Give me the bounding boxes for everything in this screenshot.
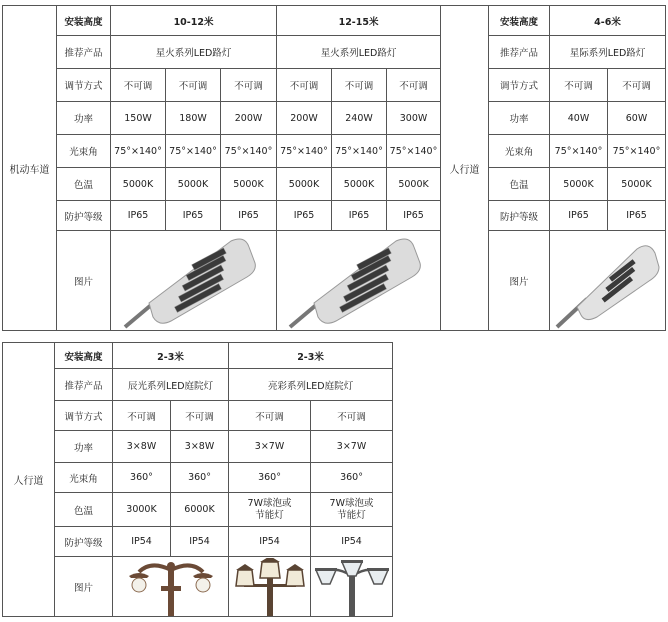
cct-line-2: 节能灯 (337, 509, 366, 521)
ip-cell: IP65 (550, 201, 608, 231)
cct-cell: 5000K (550, 168, 608, 201)
label-beam: 光束角 (55, 463, 113, 493)
product-group-1: 辰光系列LED庭院灯 (113, 369, 229, 401)
cct-cell: 5000K (608, 168, 666, 201)
height-group-1: 2-3米 (113, 343, 229, 369)
label-dimming: 调节方式 (57, 69, 111, 102)
cct-cell: 5000K (166, 168, 221, 201)
ip-cell: IP54 (311, 527, 393, 557)
category-motorway: 机动车道 (3, 6, 57, 331)
power-cell: 200W (221, 102, 277, 135)
ip-cell: IP65 (221, 201, 277, 231)
dimming-cell: 不可调 (550, 69, 608, 102)
label-product: 推荐产品 (55, 369, 113, 401)
dimming-cell: 不可调 (608, 69, 666, 102)
label-height: 安装高度 (489, 6, 550, 36)
power-cell: 200W (277, 102, 332, 135)
dimming-cell: 不可调 (332, 69, 387, 102)
cct-cell: 6000K (171, 493, 229, 527)
beam-cell: 360° (311, 463, 393, 493)
product-group-2: 星火系列LED路灯 (277, 36, 441, 69)
led-small-streetlight-icon (553, 233, 663, 329)
power-cell: 300W (387, 102, 441, 135)
ip-cell: IP54 (113, 527, 171, 557)
led-streetlight-icon (284, 233, 434, 329)
picture-group-1 (113, 557, 229, 617)
height-group-2: 12-15米 (277, 6, 441, 36)
dimming-cell: 不可调 (311, 401, 393, 431)
label-ip: 防护等级 (57, 201, 111, 231)
label-dimming: 调节方式 (55, 401, 113, 431)
label-beam: 光束角 (57, 135, 111, 168)
beam-cell: 75°×140° (221, 135, 277, 168)
beam-cell: 75°×140° (332, 135, 387, 168)
ip-cell: IP65 (387, 201, 441, 231)
product-group-2: 亮彩系列LED庭院灯 (229, 369, 393, 401)
curved-garden-lamp-icon (121, 558, 221, 616)
label-power: 功率 (55, 431, 113, 463)
label-cct: 色温 (55, 493, 113, 527)
product-value: 星际系列LED路灯 (550, 36, 666, 69)
dimming-cell: 不可调 (229, 401, 311, 431)
height-group-2: 2-3米 (229, 343, 393, 369)
dimming-cell: 不可调 (171, 401, 229, 431)
dimming-cell: 不可调 (277, 69, 332, 102)
product-group-1: 星火系列LED路灯 (111, 36, 277, 69)
ip-cell: IP65 (166, 201, 221, 231)
picture-group-2b (311, 557, 393, 617)
beam-cell: 75°×140° (277, 135, 332, 168)
cct-cell: 5000K (332, 168, 387, 201)
beam-cell: 360° (171, 463, 229, 493)
power-cell: 60W (608, 102, 666, 135)
label-picture: 图片 (489, 231, 550, 331)
ip-cell: IP54 (229, 527, 311, 557)
sidewalk-streetlight-table (440, 5, 666, 331)
category-sidewalk: 人行道 (3, 343, 55, 617)
height-value: 4-6米 (550, 6, 666, 36)
cct-cell (229, 493, 311, 527)
beam-cell: 75°×140° (608, 135, 666, 168)
power-cell: 3×8W (113, 431, 171, 463)
ip-cell: IP65 (608, 201, 666, 231)
beam-cell: 75°×140° (550, 135, 608, 168)
picture-group-2 (277, 231, 441, 331)
label-height: 安装高度 (57, 6, 111, 36)
power-cell: 180W (166, 102, 221, 135)
cct-line-1: 7W球泡或 (247, 497, 292, 509)
label-power: 功率 (57, 102, 111, 135)
label-product: 推荐产品 (57, 36, 111, 69)
beam-cell: 360° (113, 463, 171, 493)
power-cell: 40W (550, 102, 608, 135)
lantern-garden-lamp-icon (230, 558, 310, 616)
power-cell: 3×8W (171, 431, 229, 463)
ip-cell: IP65 (332, 201, 387, 231)
ip-cell: IP54 (171, 527, 229, 557)
beam-cell: 75°×140° (166, 135, 221, 168)
beam-cell: 360° (229, 463, 311, 493)
ip-cell: IP65 (277, 201, 332, 231)
cct-cell (311, 493, 393, 527)
power-cell: 3×7W (311, 431, 393, 463)
cct-cell: 5000K (221, 168, 277, 201)
power-cell: 3×7W (229, 431, 311, 463)
cct-line-2: 节能灯 (255, 509, 284, 521)
dimming-cell: 不可调 (387, 69, 441, 102)
dimming-cell: 不可调 (221, 69, 277, 102)
led-streetlight-icon (119, 233, 269, 329)
cct-line-1: 7W球泡或 (329, 497, 374, 509)
category-sidewalk: 人行道 (441, 6, 489, 331)
picture-group-1 (111, 231, 277, 331)
label-ip: 防护等级 (55, 527, 113, 557)
power-cell: 150W (111, 102, 166, 135)
ip-cell: IP65 (111, 201, 166, 231)
picture-cell (550, 231, 666, 331)
dimming-cell: 不可调 (166, 69, 221, 102)
cct-cell: 3000K (113, 493, 171, 527)
cct-cell: 5000K (387, 168, 441, 201)
label-product: 推荐产品 (489, 36, 550, 69)
dimming-cell: 不可调 (111, 69, 166, 102)
beam-cell: 75°×140° (111, 135, 166, 168)
pendant-garden-lamp-icon (312, 558, 392, 616)
cct-cell: 5000K (111, 168, 166, 201)
dimming-cell: 不可调 (113, 401, 171, 431)
garden-lamp-table (2, 342, 393, 617)
height-group-1: 10-12米 (111, 6, 277, 36)
cct-cell: 5000K (277, 168, 332, 201)
beam-cell: 75°×140° (387, 135, 441, 168)
label-cct: 色温 (57, 168, 111, 201)
motorway-spec-table (2, 5, 441, 331)
picture-group-2a (229, 557, 311, 617)
label-picture: 图片 (57, 231, 111, 331)
label-ip: 防护等级 (489, 201, 550, 231)
power-cell: 240W (332, 102, 387, 135)
label-picture: 图片 (55, 557, 113, 617)
label-beam: 光束角 (489, 135, 550, 168)
label-cct: 色温 (489, 168, 550, 201)
label-power: 功率 (489, 102, 550, 135)
label-dimming: 调节方式 (489, 69, 550, 102)
label-height: 安装高度 (55, 343, 113, 369)
